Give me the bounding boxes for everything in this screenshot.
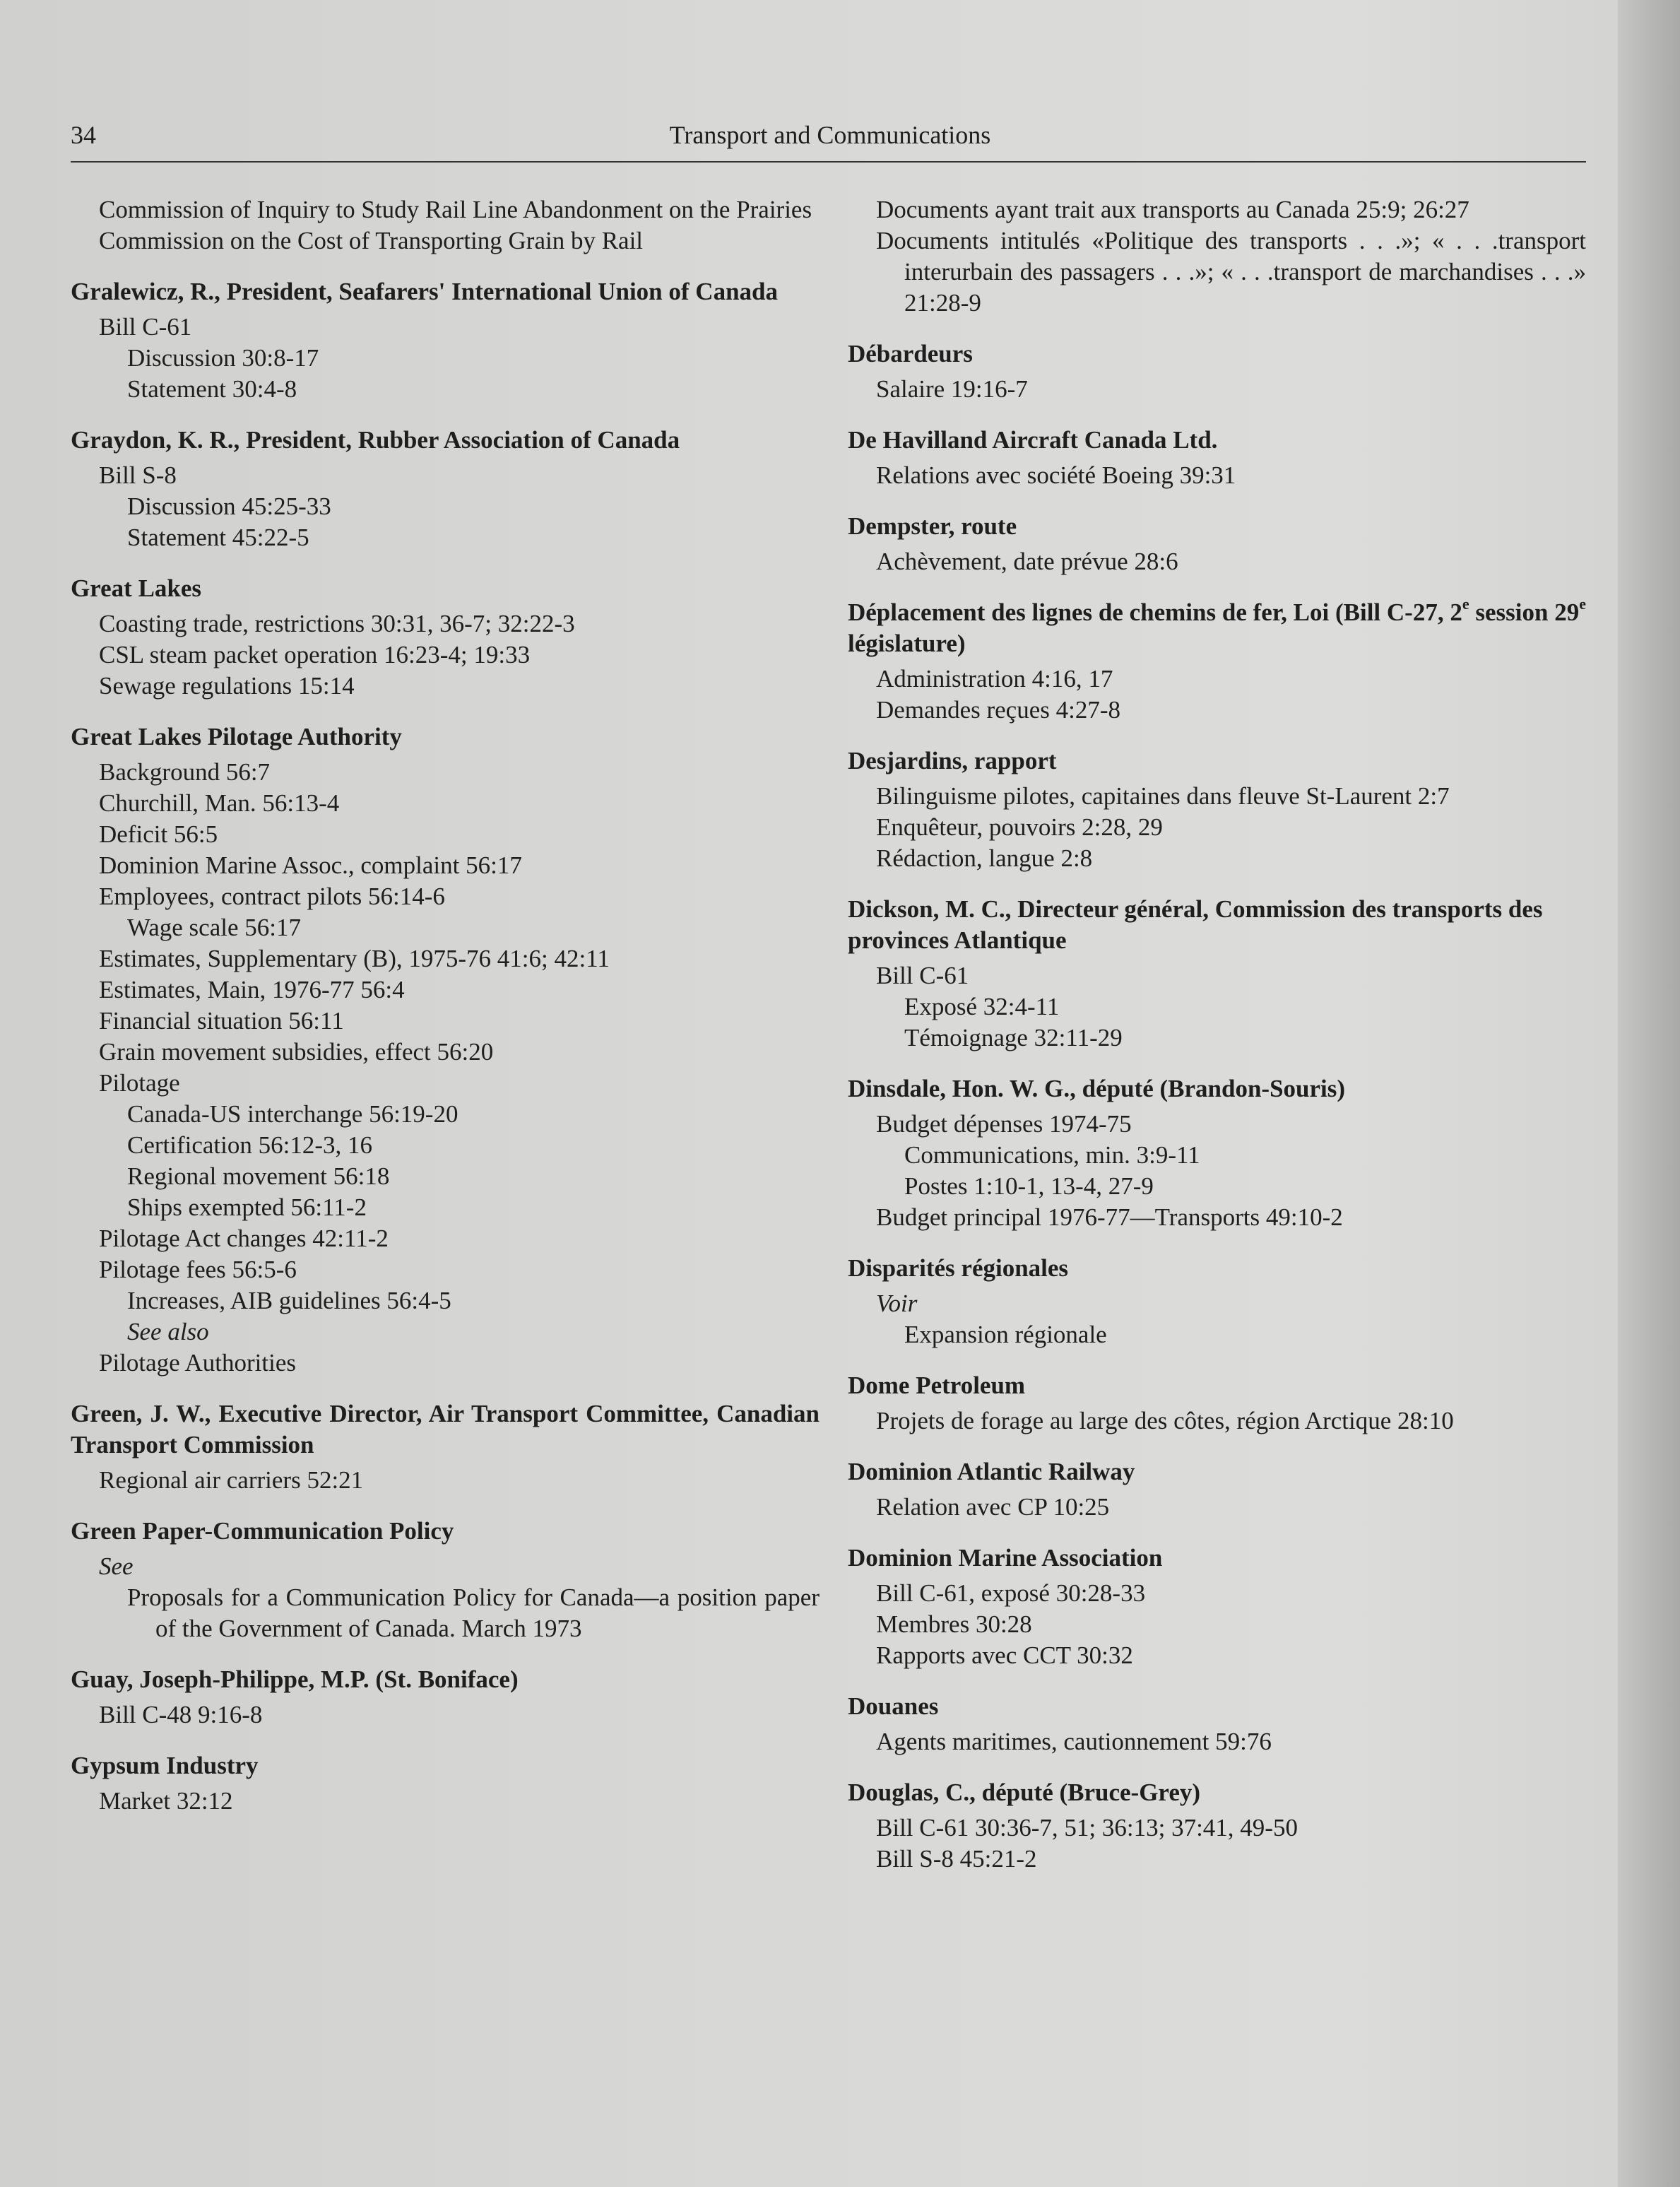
sub-entry: Bill C-61, exposé 30:28-33 (876, 1579, 1146, 1607)
index-entry-continued (71, 194, 820, 257)
sub-entry: CSL steam packet operation 16:23-4; 19:33 (99, 641, 531, 668)
sub-sub-entry: Exposé 32:4-11 (904, 993, 1060, 1020)
sub-sub-entry: Statement 30:4-8 (127, 375, 297, 403)
sub-sub-entry: Discussion 30:8-17 (127, 344, 319, 372)
entry-heading: Débardeurs (848, 340, 973, 367)
sub-entry: Bill C-48 9:16-8 (99, 1701, 263, 1728)
sub-entry: Coasting trade, restrictions 30:31, 36-7; 32:22-3 (99, 610, 575, 637)
index-entry (848, 425, 1586, 491)
sub-sub-entry: Ships exempted 56:11-2 (127, 1193, 367, 1221)
index-entry (848, 1691, 1586, 1757)
sub-entry: Demandes reçues 4:27-8 (876, 696, 1120, 724)
sub-entry: Relation avec CP 10:25 (876, 1493, 1110, 1521)
sub-entry: Bill C-61 30:36-7, 51; 36:13; 37:41, 49-50 (876, 1814, 1298, 1841)
entry-heading (848, 597, 1586, 659)
index-entry (71, 1664, 820, 1731)
index-entry (71, 721, 820, 1379)
cross-reference: Pilotage Authorities (99, 1349, 297, 1377)
sub-sub-entry: Témoignage 32:11-29 (904, 1024, 1123, 1051)
index-entry (848, 1456, 1586, 1523)
index-entry (848, 338, 1586, 405)
entry-heading: Dominion Marine Association (848, 1544, 1163, 1572)
index-entry-continued (848, 194, 1586, 319)
cross-reference: Expansion régionale (904, 1321, 1107, 1348)
sub-entry: Administration 4:16, 17 (876, 665, 1113, 692)
entry-heading: Graydon, K. R., President, Rubber Association of Canada (71, 426, 680, 454)
index-entry (71, 573, 820, 702)
entry-heading: Green Paper-Communication Policy (71, 1517, 454, 1545)
entry-heading: Great Lakes Pilotage Authority (71, 723, 402, 750)
index-entry (848, 511, 1586, 577)
see-label: See (99, 1552, 134, 1580)
page-edge (1618, 0, 1680, 2187)
left-column (71, 194, 820, 1837)
index-entry (848, 1777, 1586, 1875)
page-number: 34 (71, 121, 96, 149)
index-entry (848, 1253, 1586, 1350)
entry-heading: Dinsdale, Hon. W. G., député (Brandon-Souris) (848, 1075, 1346, 1102)
sub-entry: Budget dépenses 1974-75 (876, 1110, 1132, 1138)
entry-heading: Dempster, route (848, 512, 1017, 540)
heading-part: Déplacement des lignes de chemins de fer, Loi (Bill C-27, 2 (848, 599, 1462, 626)
index-entry (71, 276, 820, 405)
sub-entry: Sewage regulations 15:14 (99, 672, 355, 700)
right-column (848, 194, 1586, 1894)
sub-entry: Background 56:7 (99, 758, 271, 786)
sub-entry: Enquêteur, pouvoirs 2:28, 29 (876, 813, 1163, 841)
index-entry (71, 1398, 820, 1496)
superscript: e (1462, 595, 1469, 613)
sub-sub-entry: Communications, min. 3:9-11 (904, 1141, 1200, 1169)
sub-entry: Documents ayant trait aux transports au Canada 25:9; 26:27 (876, 196, 1469, 223)
sub-entry: Pilotage Act changes 42:11-2 (99, 1225, 389, 1252)
see-also-label: See also (127, 1318, 209, 1345)
sub-sub-entry: Canada-US interchange 56:19-20 (127, 1100, 459, 1128)
sub-entry: Estimates, Main, 1976-77 56:4 (99, 976, 405, 1003)
index-entry (848, 1073, 1586, 1233)
sub-entry: Grain movement subsidies, effect 56:20 (99, 1038, 494, 1066)
entry-heading: Desjardins, rapport (848, 747, 1057, 774)
entry-heading: De Havilland Aircraft Canada Ltd. (848, 426, 1218, 454)
sub-entry: Rapports avec CCT 30:32 (876, 1641, 1133, 1669)
sub-entry: Deficit 56:5 (99, 820, 218, 848)
entry-heading: Disparités régionales (848, 1254, 1069, 1282)
sub-sub-entry: Certification 56:12-3, 16 (127, 1131, 373, 1159)
sub-entry: Relations avec société Boeing 39:31 (876, 461, 1236, 489)
sub-entry: Churchill, Man. 56:13-4 (99, 789, 340, 817)
entry-heading: Douanes (848, 1692, 939, 1720)
sub-entry: Estimates, Supplementary (B), 1975-76 41:6; 42:11 (99, 945, 610, 972)
sub-entry: Agents maritimes, cautionnement 59:76 (876, 1728, 1272, 1755)
sub-entry: Projets de forage au large des côtes, région Arctique 28:10 (876, 1407, 1454, 1434)
running-title: Transport and Communications (669, 121, 991, 149)
sub-entry: Rédaction, langue 2:8 (876, 844, 1093, 872)
cross-reference: Proposals for a Communication Policy for Canada—a position paper of the Government of Canada. March 1973 (127, 1584, 820, 1642)
sub-entry: Bill S-8 (99, 461, 177, 489)
sub-entry: Employees, contract pilots 56:14-6 (99, 883, 445, 910)
entry-heading: Guay, Joseph-Philippe, M.P. (St. Boniface) (71, 1666, 519, 1693)
entry-heading: Dickson, M. C., Directeur général, Commission des transports des provinces Atlantique (848, 895, 1543, 954)
sub-entry: Pilotage fees 56:5-6 (99, 1256, 297, 1283)
sub-entry: Documents intitulés «Politique des transports . . .»; « . . .transport interurbain des passagers . . .»; « . . .transport de marchandises . . .» 21:28-9 (876, 227, 1586, 317)
heading-part: session 29 (1469, 599, 1580, 626)
entry-heading: Great Lakes (71, 574, 202, 602)
sub-entry: Bill C-61 (99, 313, 192, 341)
entry-heading: Gypsum Industry (71, 1752, 259, 1779)
sub-entry: Salaire 19:16-7 (876, 375, 1028, 403)
entry-heading: Douglas, C., député (Bruce-Grey) (848, 1779, 1201, 1806)
sub-entry: Bill C-61 (876, 962, 969, 989)
sub-sub-entry: Regional movement 56:18 (127, 1162, 390, 1190)
index-entry (71, 1516, 820, 1644)
entry-heading: Green, J. W., Executive Director, Air Transport Committee, Canadian Transport Commission (71, 1400, 820, 1458)
entry-heading: Gralewicz, R., President, Seafarers' International Union of Canada (71, 278, 779, 305)
index-entry (848, 597, 1586, 726)
sub-sub-entry: Increases, AIB guidelines 56:4-5 (127, 1287, 451, 1314)
sub-entry: Achèvement, date prévue 28:6 (876, 548, 1178, 575)
index-entry (848, 1543, 1586, 1671)
sub-sub-entry: Statement 45:22-5 (127, 524, 309, 551)
index-entry (848, 745, 1586, 874)
index-entry (848, 1370, 1586, 1437)
sub-entry: Commission on the Cost of Transporting Grain by Rail (99, 227, 644, 254)
sub-entry: Budget principal 1976-77—Transports 49:10-2 (876, 1203, 1343, 1231)
sub-entry: Bill S-8 45:21-2 (876, 1845, 1037, 1873)
index-entry (71, 425, 820, 553)
sub-entry: Regional air carriers 52:21 (99, 1466, 364, 1494)
sub-entry: Market 32:12 (99, 1787, 233, 1815)
header-rule (71, 161, 1586, 163)
sub-entry: Membres 30:28 (876, 1610, 1032, 1638)
see-label: Voir (876, 1290, 918, 1317)
sub-entry: Commission of Inquiry to Study Rail Line Abandonment on the Prairies (99, 196, 812, 223)
index-entry (71, 1750, 820, 1817)
index-entry (848, 894, 1586, 1054)
sub-entry: Bilinguisme pilotes, capitaines dans fleuve St-Laurent 2:7 (876, 782, 1450, 810)
entry-heading: Dome Petroleum (848, 1372, 1026, 1399)
sub-sub-entry: Postes 1:10-1, 13-4, 27-9 (904, 1172, 1154, 1200)
sub-sub-entry: Discussion 45:25-33 (127, 493, 331, 520)
heading-part: législature) (848, 630, 966, 657)
sub-entry: Pilotage (99, 1069, 180, 1097)
sub-entry: Dominion Marine Assoc., complaint 56:17 (99, 851, 522, 879)
entry-heading: Dominion Atlantic Railway (848, 1458, 1135, 1485)
sub-entry: Financial situation 56:11 (99, 1007, 344, 1034)
superscript: e (1579, 595, 1586, 613)
sub-sub-entry: Wage scale 56:17 (127, 914, 301, 941)
